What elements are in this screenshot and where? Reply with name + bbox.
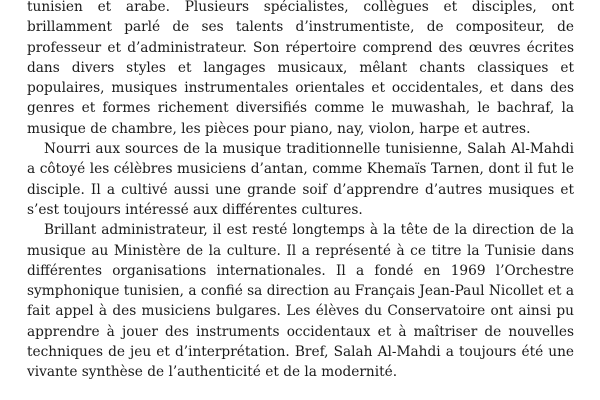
paragraph-3: Brillant administrateur, il est resté longtemps à la tête de la direction de la musique au Ministère de la culture. Il a représenté à ce titre la Tunisie dans différentes organisations internationales. Il a fondé en 1969 l’Orchestre symphonique tunisien, a confié sa direction au Français Jean-Paul Nicollet et a fait appel à des musiciens bulgares. Les élèves du Conservatoire ont ainsi pu apprendre à jouer des instruments occidentaux et à maîtriser de nouvelles techniques de jeu et d’interprétation. Bref, Salah Al-Mahdi a toujours été une vivante synthèse de l’authenticité et de la modernité. [27,222,574,381]
paragraph-1: tunisien et arabe. Plusieurs spécialistes, collègues et disciples, ont brillamment parlé de ses talents d’instrumentiste, de compositeur, de professeur et d’administrateur. Son répertoire comprend des œuvres écrites dans divers styles et langages musicaux, mêlant chants classiques et populaires, musiques instrumentales orientales et occidentales, et dans des genres et formes richement diversifiés comme le muwashah, le bachraf, la musique de chambre, les pièces pour piano, nay, violon, harpe et autres. [27,0,574,137]
paragraph-2: Nourri aux sources de la musique traditionnelle tunisienne, Salah Al-Mahdi a côtoyé les célèbres musiciens d’antan, comme Khemaïs Tarnen, dont il fut le disciple. Il a cultivé aussi une grande soif d’apprendre d’autres musiques et s’est toujours intéressé aux différentes cultures. [27,141,574,218]
